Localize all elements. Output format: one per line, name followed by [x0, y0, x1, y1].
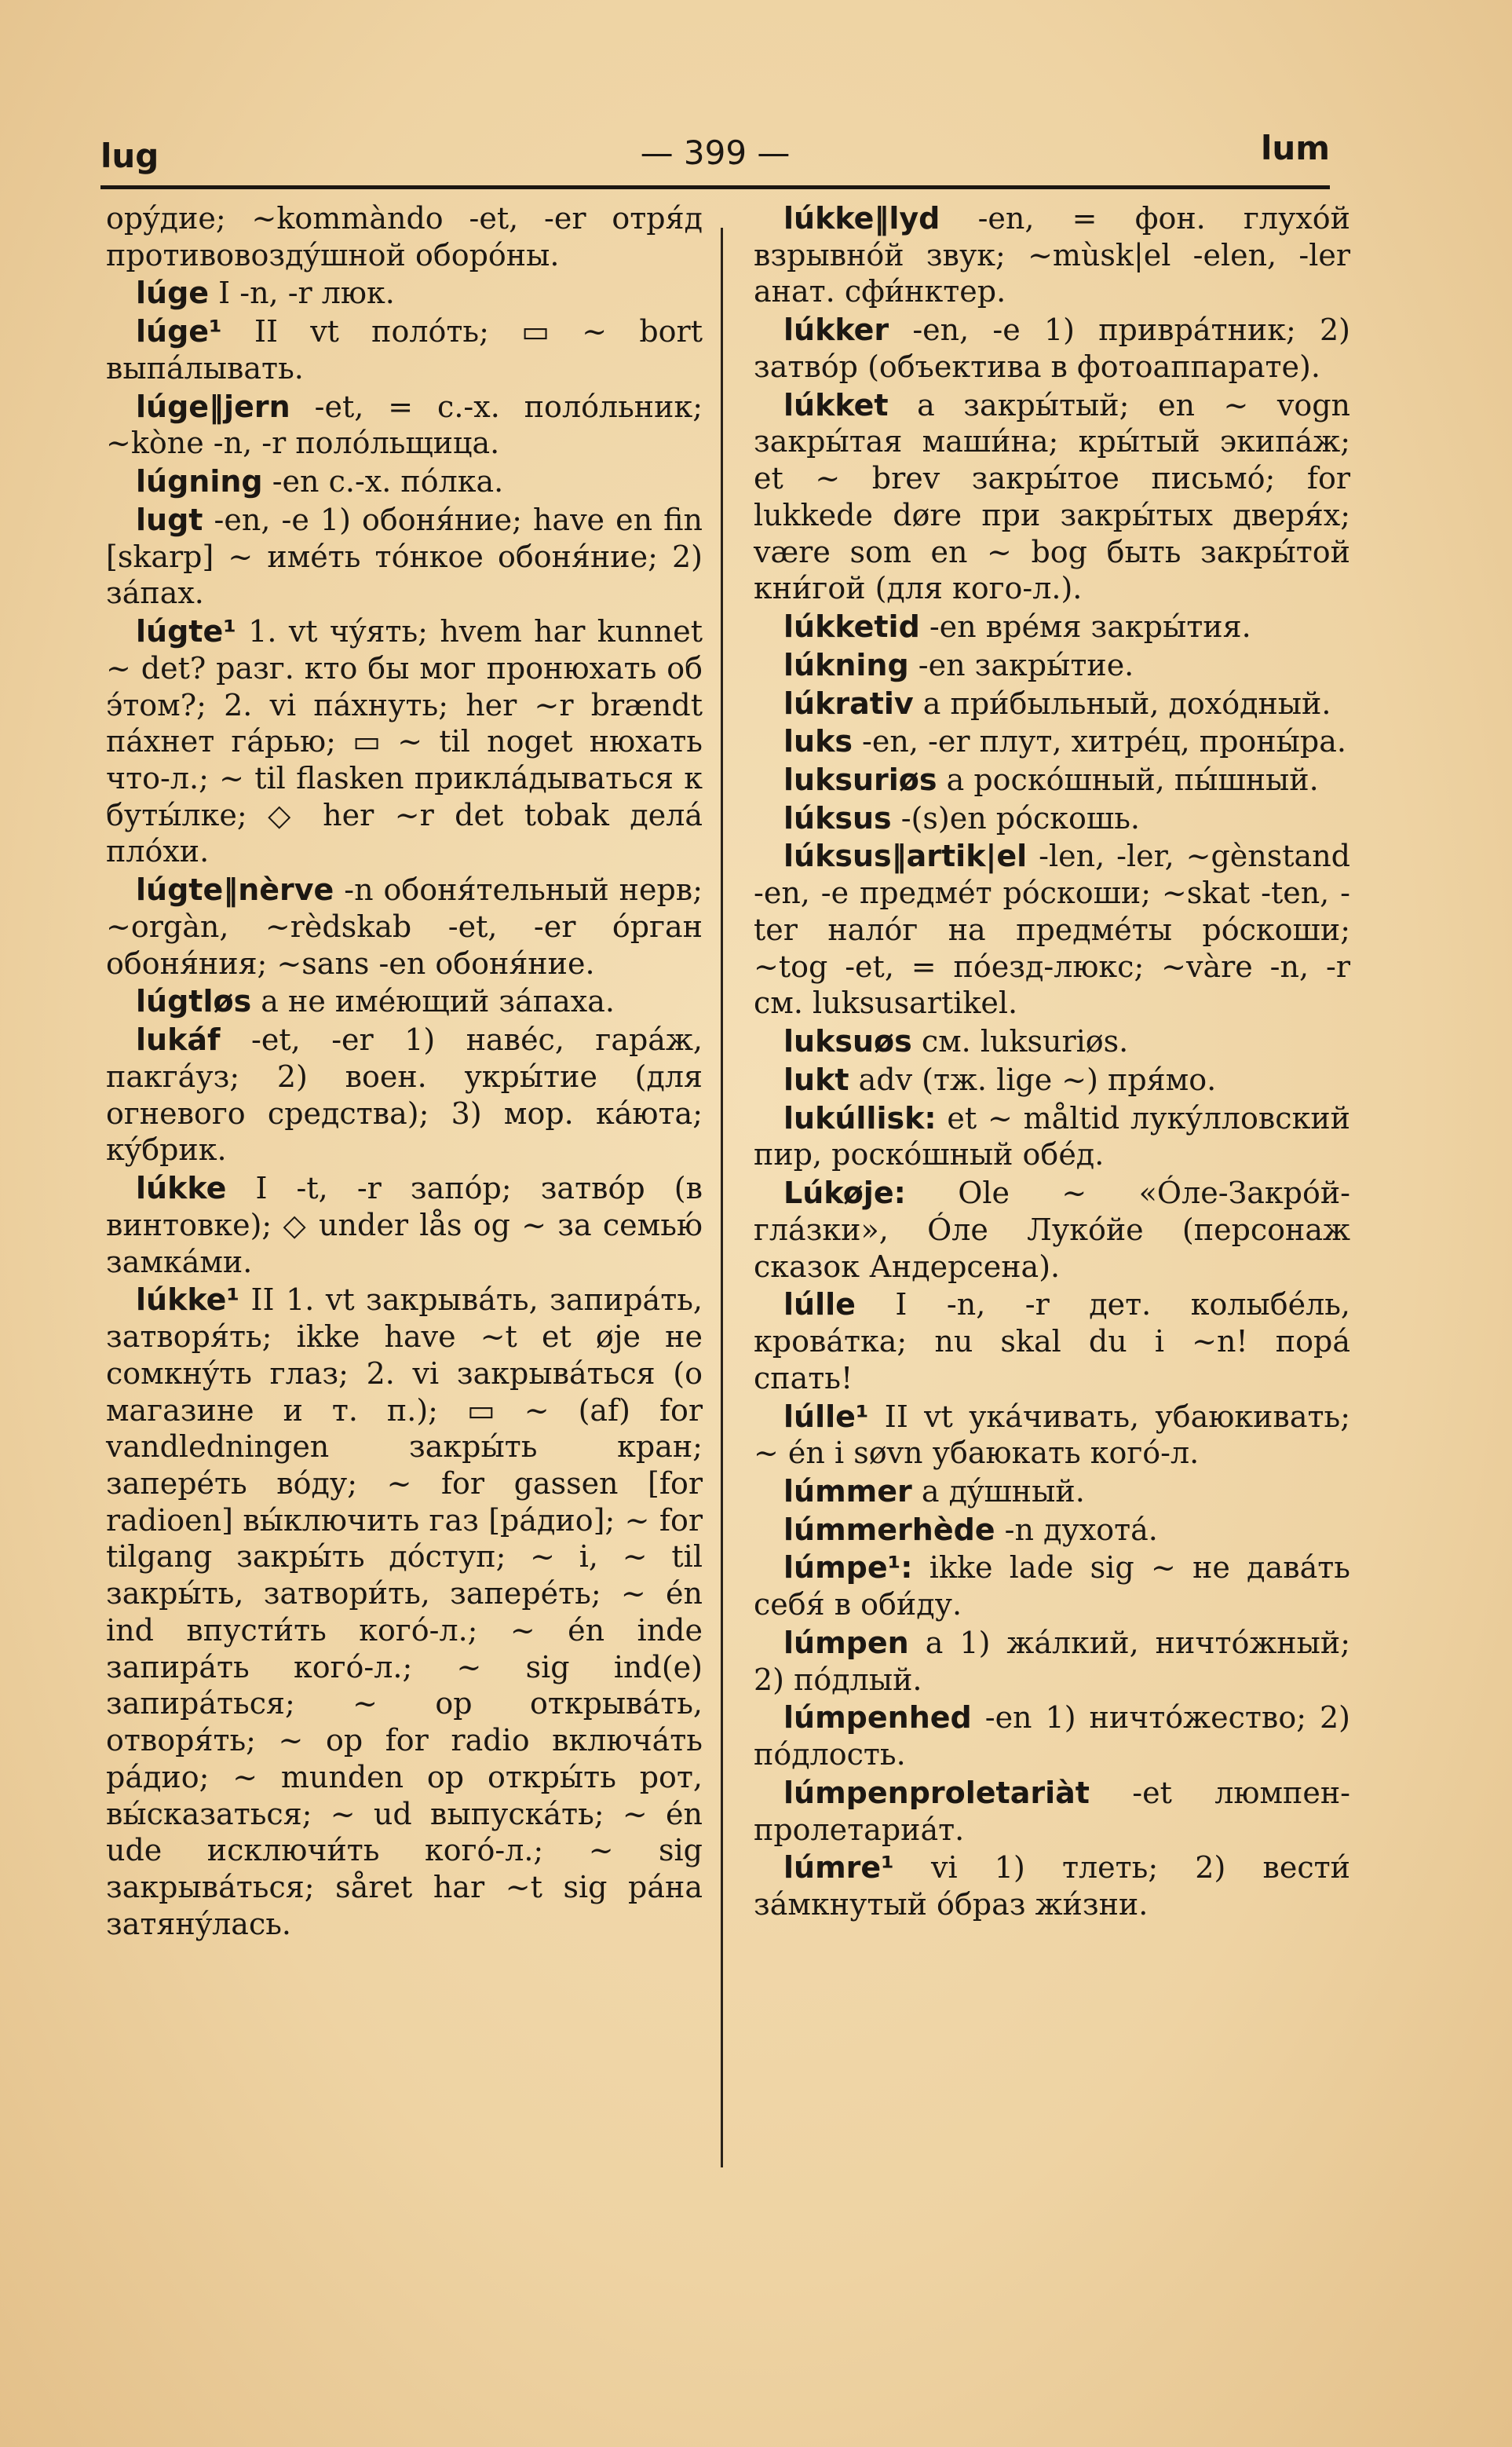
dictionary-entry — [106, 983, 703, 1020]
entry-headword: lúkrativ — [783, 686, 914, 721]
entry-definition: -en врéмя закры́тия. — [919, 609, 1251, 645]
entry-headword: lúkket — [783, 387, 889, 422]
entry-definition: II vt укáчивать, убаюкивать; ~ én i søvn убаюкать когó-л. — [754, 1399, 1350, 1471]
dictionary-entry — [754, 1849, 1350, 1922]
entry-headword: luks — [783, 724, 853, 759]
entry-definition: см. luksuriøs. — [911, 1024, 1129, 1059]
dictionary-entry — [754, 312, 1350, 385]
entry-definition: -n духотá. — [995, 1512, 1158, 1547]
entry-headword: luksuøs — [783, 1024, 912, 1059]
entry-definition: -et, = с.-х. полóльник; ~kòne -n, -r полóльщица. — [106, 389, 703, 461]
entry-headword: lúlle — [783, 1287, 856, 1322]
entry-headword: lúkke¹ — [136, 1282, 240, 1318]
dictionary-entry — [754, 1473, 1350, 1510]
dictionary-entry — [754, 1023, 1350, 1060]
entry-headword: lúgning — [136, 464, 263, 499]
entry-headword: lúkning — [783, 647, 909, 682]
entry-definition: a не имéющий зáпаха. — [251, 984, 615, 1019]
page-header — [100, 129, 1330, 181]
entry-headword: lukáf — [136, 1022, 221, 1058]
dictionary-entry — [106, 502, 703, 612]
entry-definition: I -t, -r запóр; затвóр (в винтовке); ◇ under lås og ~ за семью́ замкáми. — [106, 1171, 703, 1279]
entry-headword: lúge‖jern — [136, 389, 290, 424]
entry-headword: lúgtløs — [136, 984, 252, 1019]
entry-definition: -en, = фон. глухóй взрывнóй звук; ~mùsk|el -elen, -ler анат. сфи́нктер. — [754, 201, 1350, 309]
entry-definition: adv (тж. lige ~) пря́мо. — [849, 1062, 1217, 1097]
entry-definition: a роскóшный, пы́шный. — [937, 763, 1319, 798]
entry-headword: lúgte‖nèrve — [136, 872, 334, 908]
entry-definition: a при́быльный, дохóдный. — [913, 686, 1331, 721]
page-number: — 399 — — [640, 134, 791, 172]
entry-definition: 1. vt чýять; hvem har kunnet ~ det? разг. кто бы мог пронюхать об э́том?; 2. vi пáхнуть; her ~r brændt пáхнет гáрью; ▭ ~ til noget нюхать что-л.; ~ til flasken приклáдываться к буты́лке; ◇ her ~r det tobak делá плóхи. — [106, 614, 703, 869]
entry-headword: lukt — [783, 1062, 849, 1097]
entry-headword: lúmmerhède — [783, 1512, 995, 1547]
entry-headword: lúkke — [136, 1171, 227, 1206]
dictionary-entry — [106, 613, 703, 870]
entry-definition: a 1) жáлкий, ничтóжный; 2) пóдлый. — [754, 1625, 1350, 1697]
entry-headword: lukúllisk: — [783, 1100, 937, 1136]
dictionary-entry — [754, 800, 1350, 837]
dictionary-entry — [754, 647, 1350, 684]
dictionary-entry — [754, 200, 1350, 310]
dictionary-entry — [754, 1100, 1350, 1173]
entry-definition: et ~ måltid лукýлловский пир, роскóшный обéд. — [754, 1100, 1350, 1172]
dictionary-entry — [754, 838, 1350, 1022]
dictionary-entry — [754, 686, 1350, 722]
dictionary-entry — [106, 463, 703, 500]
header-right-guide-word: lum — [1260, 129, 1330, 167]
dictionary-entry — [754, 1775, 1350, 1848]
dictionary-entry — [754, 387, 1350, 607]
entry-headword: lúmpenhed — [783, 1700, 972, 1736]
entry-definition: -en, -e 1) привра́тник; 2) затвóр (объектива в фотоаппарате). — [754, 313, 1350, 384]
entry-definition: -en с.-х. пóлка. — [262, 464, 504, 499]
dictionary-entry — [754, 762, 1350, 799]
dictionary-entry — [106, 313, 703, 386]
entry-definition: ikke lade sig ~ не давáть себя́ в оби́ду. — [754, 1550, 1350, 1622]
entry-definition: I -n, -r дет. колыбéль, кровáтка; nu skal du i ~n! порá спать! — [754, 1287, 1350, 1395]
entry-definition: a дýшный. — [911, 1473, 1085, 1509]
dictionary-entry — [754, 1625, 1350, 1698]
entry-headword: lúmpen — [783, 1625, 909, 1660]
entry-headword: Lúkøje: — [783, 1176, 906, 1211]
entry-headword: lúmre¹ — [783, 1850, 894, 1886]
entry-definition: -en 1) ничтóжество; 2) пóдлость. — [754, 1700, 1350, 1772]
dictionary-entry — [754, 1286, 1350, 1396]
dictionary-entry — [106, 275, 703, 312]
dictionary-entry — [106, 389, 703, 462]
entry-definition: I -n, -r люк. — [209, 276, 395, 311]
dictionary-entry — [754, 1512, 1350, 1549]
entry-headword: lúkke‖lyd — [783, 201, 940, 236]
dictionary-entry — [106, 872, 703, 982]
dictionary-entry — [754, 609, 1350, 646]
header-left-guide-word: lug — [100, 137, 159, 175]
entry-definition: -en закры́тие. — [908, 647, 1134, 682]
entry-definition: -len, -ler, ~gènstand -en, -e предмéт рóскоши; ~skat -ten, -ter налóг на предмéты рóскоши; ~tog -et, = пóезд-люкс; ~vàre -n, -r см. luksusartikel. — [754, 839, 1350, 1021]
entry-headword: lúgte¹ — [136, 614, 236, 649]
entry-headword: lúge — [136, 276, 210, 311]
entry-definition: -(s)en рóскошь. — [891, 800, 1140, 836]
entry-definition: vi 1) тлеть; 2) вести́ зáмкнутый óбраз жи́зни. — [754, 1850, 1350, 1922]
dictionary-entry — [754, 1399, 1350, 1472]
entry-definition: -n обоня́тельный нерв; ~orgàn, ~rèdskab -et, -er óрган обоня́ния; ~sans -en обоня́ние. — [106, 872, 703, 981]
entry-headword: lúksus‖artik|el — [783, 839, 1028, 874]
entry-definition: -et люмпен-пролетариáт. — [754, 1775, 1350, 1847]
entry-definition: -et, -er 1) навéс, гарáж, пакгáуз; 2) воен. укры́тие (для огневого средства); 3) мор. кáюта; кýбрик. — [106, 1022, 703, 1168]
entry-definition: Ole ~ «Óле-Закрóй-глáзки», Óле Лукóйе (персонаж сказок Андерсена). — [754, 1176, 1350, 1284]
entry-headword: lúkker — [783, 313, 889, 348]
dictionary-entry — [106, 1022, 703, 1169]
entry-definition: a закры́тый; en ~ vogn закры́тая маши́на; кры́тый экипáж; et ~ brev закры́тое письмó; for lukkede døre при закры́тых дверя́х; være som en ~ bog быть закры́той кни́гой (для кого-л.). — [754, 387, 1350, 606]
entry-definition: II vt полóть; ▭ ~ bort выпáлывать. — [106, 314, 703, 386]
dictionary-entry — [754, 1175, 1350, 1285]
dictionary-entry — [754, 1062, 1350, 1099]
entry-definition: -en, -e 1) обоня́ние; have en fin [skarp] ~ имéть тóнкое обоня́ние; 2) зáпах. — [106, 502, 703, 611]
dictionary-entry — [754, 1699, 1350, 1772]
entry-headword: luksuriøs — [783, 763, 937, 798]
dictionary-entry — [754, 723, 1350, 760]
entry-headword: lúmmer — [783, 1473, 912, 1509]
entry-definition: -en, -er плут, хитрéц, проны́ра. — [852, 724, 1346, 759]
entry-headword: lúkketid — [783, 609, 920, 645]
entry-headword: lúlle¹ — [783, 1399, 869, 1434]
entry-headword: lúmpenproletariàt — [783, 1775, 1090, 1810]
column-divider — [721, 228, 723, 2167]
entry-headword: lúge¹ — [136, 314, 222, 349]
entry-definition: орýдие; ~kommàndo -et, -er отря́д противовоздýшной оборóны. — [106, 201, 703, 272]
entry-headword: lugt — [136, 502, 203, 537]
dictionary-entry — [754, 1549, 1350, 1622]
right-column — [754, 200, 1350, 2164]
dictionary-entry — [106, 1282, 703, 1942]
entry-headword: lúksus — [783, 800, 892, 836]
entry-definition: II 1. vt закрывáть, запирáть, затворя́ть; ikke have ~t et øje не сомкнýть глаз; 2. vi закрывáться (о магазине и т. п.); ▭ ~ (af) for vandledningen закры́ть кран; заперéть вóду; ~ for gassen [for radioen] вы́ключить газ [рáдио]; ~ for tilgang закры́ть дóступ; ~ i, ~ til закры́ть, затвори́ть, заперéть; ~ én ind впусти́ть когó-л.; ~ én inde запирáть когó-л.; ~ sig ind(e) запирáться; ~ op открывáть, отворя́ть; ~ op for radio включáть рáдио; ~ munden op откры́ть рот, вы́сказаться; ~ ud выпускáть; ~ én ude исключи́ть когó-л.; ~ sig закрывáться; såret har ~t sig рáна затянýлась. — [106, 1282, 703, 1941]
left-column — [106, 200, 703, 2164]
header-rule — [100, 185, 1330, 189]
entry-headword: lúmpe¹: — [783, 1550, 913, 1586]
dictionary-entry — [106, 1170, 703, 1280]
dictionary-entry — [106, 200, 703, 273]
